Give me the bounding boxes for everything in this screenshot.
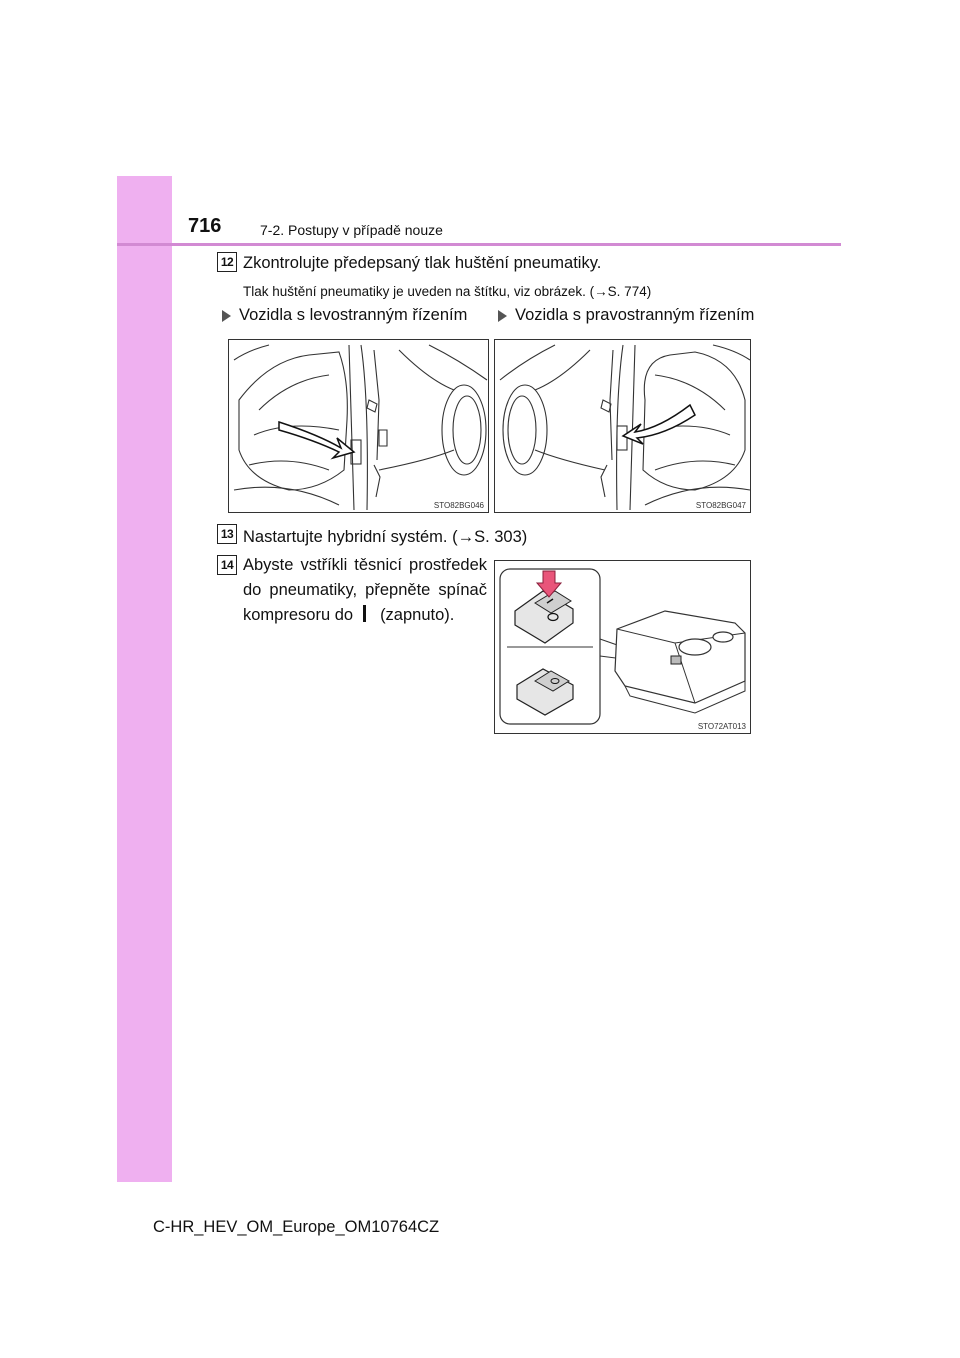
- step-number-14: 14: [217, 555, 237, 575]
- figure-door-pillar-lhd: [228, 339, 489, 513]
- step-14-line-2: do pneumatiky, přepněte spínač: [243, 581, 487, 599]
- header-rule: [117, 243, 841, 246]
- compressor-switch-illustration: [495, 561, 752, 735]
- step-14-line-3: [243, 603, 487, 628]
- figure-door-pillar-rhd: [494, 339, 751, 513]
- step-12-note: Tlak huštění pneumatiky je uveden na štítku, viz obrázek. (→S. 774): [243, 284, 652, 299]
- footer-doc-id: C-HR_HEV_OM_Europe_OM10764CZ: [153, 1218, 440, 1236]
- variant-label-lhd: [222, 306, 467, 325]
- door-pillar-illustration-lhd: [229, 340, 490, 514]
- step-14-line-3-start: kompresoru do: [243, 606, 354, 624]
- switch-on-symbol-icon: [363, 605, 366, 622]
- step-14-line-1: Abyste vstříkli těsnicí prostředek: [243, 556, 487, 574]
- triangle-bullet-icon: [222, 310, 231, 322]
- page-number: 716: [188, 215, 222, 237]
- variant-label-rhd: [498, 306, 754, 325]
- figure-code: STO82BG046: [433, 501, 484, 510]
- step-13-text: Nastartujte hybridní systém. (→S. 303): [243, 528, 528, 546]
- variant-label-lhd-text: Vozidla s levostranným řízením: [239, 306, 468, 324]
- step-14-line-3-end: (zapnuto).: [380, 606, 455, 624]
- door-pillar-illustration-rhd: [495, 340, 752, 514]
- step-number-12: 12: [217, 252, 237, 272]
- triangle-bullet-icon: [498, 310, 507, 322]
- figure-compressor-switch: [494, 560, 751, 734]
- step-number-13: 13: [217, 524, 237, 544]
- step-14-text: [243, 553, 487, 628]
- step-12-text: Zkontrolujte předepsaný tlak huštění pneumatiky.: [243, 254, 602, 272]
- chapter-sidebar-tab: [117, 176, 172, 1182]
- figure-code: STO72AT013: [697, 722, 746, 731]
- figure-code: STO82BG047: [695, 501, 746, 510]
- section-title: 7-2. Postupy v případě nouze: [260, 222, 443, 238]
- variant-label-rhd-text: Vozidla s pravostranným řízením: [515, 306, 755, 324]
